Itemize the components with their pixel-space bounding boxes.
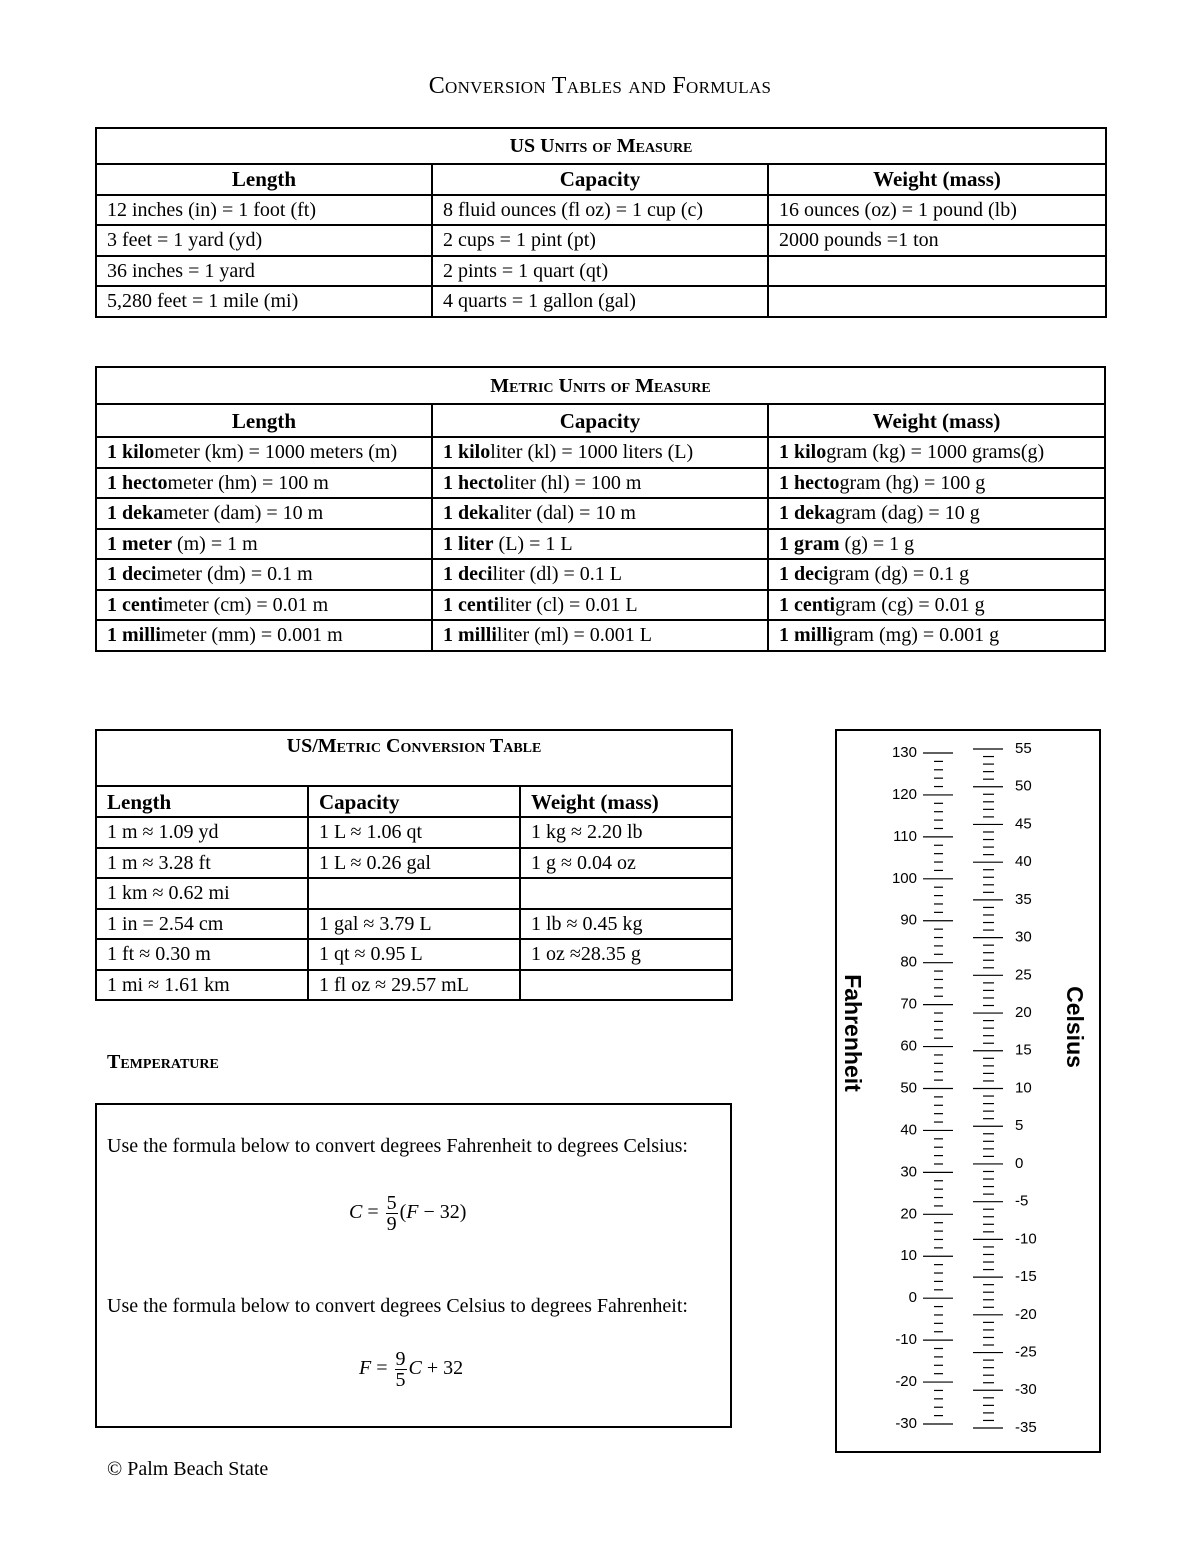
- conversion-header-length: Length: [96, 786, 308, 817]
- table-cell: [520, 878, 732, 909]
- celsius-tick-label: -35: [1015, 1418, 1037, 1436]
- cell-text-prefix: 1: [443, 563, 458, 586]
- metric-prefix: 1 liter: [443, 532, 494, 555]
- table-cell: [432, 437, 768, 468]
- us-header-capacity: Capacity: [432, 164, 768, 195]
- temperature-heading: Temperature: [107, 1051, 219, 1073]
- table-cell: 2 pints = 1 quart (qt): [432, 256, 768, 287]
- table-cell: 4 quarts = 1 gallon (gal): [432, 286, 768, 317]
- table-cell: 1 L ≈ 0.26 gal: [308, 848, 520, 879]
- celsius-tick-label: -15: [1015, 1268, 1037, 1286]
- metric-prefix: kilo: [458, 441, 491, 464]
- cell-text-prefix: 1: [107, 471, 122, 494]
- cell-text-rest: gram (dag) = 10 g: [835, 502, 980, 525]
- metric-prefix: centi: [122, 593, 164, 616]
- formula-operator: =: [371, 1357, 393, 1380]
- fraction-numerator: 9: [395, 1348, 406, 1370]
- formula-operator: − 32): [418, 1201, 467, 1224]
- cell-text-prefix: 1: [107, 563, 122, 586]
- table-cell: 3 feet = 1 yard (yd): [96, 225, 432, 256]
- table-cell: [96, 468, 432, 499]
- us-table-caption: US Units of Measure: [96, 128, 1106, 164]
- cell-text-rest: liter (dl) = 0.1 L: [492, 563, 623, 586]
- celsius-tick-label: 10: [1015, 1079, 1032, 1097]
- fahrenheit-tick-label: 130: [891, 743, 917, 761]
- table-cell: 36 inches = 1 yard: [96, 256, 432, 287]
- metric-header-length: Length: [96, 404, 432, 437]
- metric-units-table: [95, 366, 1106, 652]
- table-cell: [768, 437, 1105, 468]
- table-cell: 8 fluid ounces (fl oz) = 1 cup (c): [432, 195, 768, 226]
- table-cell: [432, 559, 768, 590]
- fraction-denominator: 9: [386, 1213, 397, 1235]
- formula-operator: + 32: [421, 1357, 464, 1380]
- f-to-c-formula: [349, 1193, 466, 1234]
- metric-prefix: centi: [458, 593, 500, 616]
- fahrenheit-tick-label: 90: [900, 911, 917, 929]
- celsius-tick-label: 0: [1015, 1154, 1024, 1172]
- metric-prefix: hecto: [122, 471, 168, 494]
- table-row: [96, 559, 1105, 590]
- table-row: [96, 878, 732, 909]
- celsius-tick-label: 40: [1015, 853, 1032, 871]
- cell-text-rest: gram (kg) = 1000 grams(g): [826, 441, 1045, 464]
- copyright-notice: © Palm Beach State: [107, 1458, 269, 1480]
- conversion-table-caption: US/Metric Conversion Table: [96, 730, 732, 786]
- table-cell: [768, 529, 1105, 560]
- table-row: [96, 195, 1106, 226]
- table-cell: [768, 620, 1105, 651]
- formula-operator: (: [399, 1201, 407, 1224]
- table-cell: [432, 468, 768, 499]
- metric-prefix: deka: [794, 502, 836, 525]
- fraction-denominator: 5: [395, 1369, 406, 1391]
- cell-text-rest: gram (hg) = 100 g: [839, 471, 986, 494]
- celsius-tick-label: 30: [1015, 928, 1032, 946]
- table-cell: 12 inches (in) = 1 foot (ft): [96, 195, 432, 226]
- metric-prefix: deka: [458, 502, 500, 525]
- cell-text-prefix: 1: [443, 502, 458, 525]
- table-cell: 5,280 feet = 1 mile (mi): [96, 286, 432, 317]
- table-cell: [96, 559, 432, 590]
- metric-prefix: hecto: [794, 471, 840, 494]
- c-to-f-instructions: Use the formula below to convert degrees Celsius to degrees Fahrenheit:: [107, 1295, 688, 1317]
- celsius-tick-label: 55: [1015, 739, 1032, 757]
- cell-text-rest: liter (hl) = 100 m: [503, 471, 642, 494]
- thermometer-scale: [835, 729, 1101, 1453]
- cell-text-rest: gram (dg) = 0.1 g: [828, 563, 970, 586]
- metric-prefix: deci: [122, 563, 157, 586]
- cell-text-prefix: 1: [779, 624, 794, 647]
- conversion-header-capacity: Capacity: [308, 786, 520, 817]
- fahrenheit-tick-label: 10: [900, 1247, 917, 1265]
- cell-text-prefix: 1: [107, 593, 122, 616]
- metric-prefix: milli: [458, 624, 497, 647]
- formula-variable: F: [406, 1201, 419, 1224]
- cell-text-rest: (g) = 1 g: [839, 532, 915, 555]
- fahrenheit-tick-label: 80: [900, 953, 917, 971]
- celsius-axis-label: Celsius: [1061, 986, 1088, 1068]
- table-row: [96, 620, 1105, 651]
- cell-text-rest: liter (dal) = 10 m: [499, 502, 636, 525]
- table-cell: [768, 256, 1106, 287]
- formula-variable: C: [349, 1201, 363, 1224]
- fraction-numerator: 5: [386, 1192, 397, 1214]
- table-cell: 1 kg ≈ 2.20 lb: [520, 817, 732, 848]
- table-cell: [768, 286, 1106, 317]
- table-cell: 1 km ≈ 0.62 mi: [96, 878, 308, 909]
- cell-text-rest: meter (dm) = 0.1 m: [156, 563, 313, 586]
- thermometer-graphic: [837, 731, 1099, 1451]
- cell-text-rest: gram (cg) = 0.01 g: [835, 593, 985, 616]
- fahrenheit-tick-label: 100: [891, 869, 917, 887]
- formula-variable: C: [408, 1357, 422, 1380]
- table-cell: 1 m ≈ 1.09 yd: [96, 817, 308, 848]
- cell-text-rest: liter (ml) = 0.001 L: [496, 624, 653, 647]
- table-cell: [432, 498, 768, 529]
- table-row: [96, 590, 1105, 621]
- formula-fraction: [386, 1193, 398, 1234]
- table-cell: 1 L ≈ 1.06 qt: [308, 817, 520, 848]
- celsius-tick-label: 50: [1015, 777, 1032, 795]
- table-row: [96, 909, 732, 940]
- table-cell: [768, 590, 1105, 621]
- temperature-formulas-box: [95, 1103, 732, 1428]
- table-cell: [96, 620, 432, 651]
- metric-prefix: kilo: [794, 441, 827, 464]
- table-cell: 1 lb ≈ 0.45 kg: [520, 909, 732, 940]
- table-cell: [96, 437, 432, 468]
- cell-text-rest: (m) = 1 m: [171, 532, 258, 555]
- table-cell: [520, 970, 732, 1001]
- table-cell: [432, 590, 768, 621]
- formula-fraction: [395, 1349, 407, 1390]
- cell-text-rest: meter (cm) = 0.01 m: [163, 593, 329, 616]
- fahrenheit-axis-label: Fahrenheit: [839, 974, 866, 1092]
- cell-text-rest: meter (km) = 1000 meters (m): [154, 441, 398, 464]
- cell-text-prefix: 1: [443, 441, 458, 464]
- table-row: [96, 437, 1105, 468]
- fahrenheit-tick-label: 50: [900, 1079, 917, 1097]
- metric-prefix: milli: [122, 624, 161, 647]
- page-title: Conversion Tables and Formulas: [428, 73, 772, 99]
- celsius-tick-label: -10: [1015, 1230, 1037, 1248]
- table-cell: 1 g ≈ 0.04 oz: [520, 848, 732, 879]
- cell-text-rest: (L) = 1 L: [493, 532, 573, 555]
- fahrenheit-tick-label: -20: [895, 1373, 917, 1391]
- metric-prefix: milli: [794, 624, 833, 647]
- metric-header-weight: Weight (mass): [768, 404, 1105, 437]
- cell-text-prefix: 1: [107, 502, 122, 525]
- celsius-tick-label: -30: [1015, 1381, 1037, 1399]
- cell-text-prefix: 1: [443, 471, 458, 494]
- fahrenheit-tick-label: -30: [895, 1414, 917, 1432]
- us-header-length: Length: [96, 164, 432, 195]
- table-cell: [768, 559, 1105, 590]
- metric-prefix: deci: [794, 563, 829, 586]
- table-row: [96, 225, 1106, 256]
- metric-header-capacity: Capacity: [432, 404, 768, 437]
- table-row: [96, 286, 1106, 317]
- fahrenheit-tick-label: 20: [900, 1205, 917, 1223]
- metric-prefix: deci: [458, 563, 493, 586]
- fahrenheit-tick-label: 0: [908, 1289, 917, 1307]
- metric-prefix: hecto: [458, 471, 504, 494]
- table-cell: [96, 498, 432, 529]
- cell-text-prefix: 1: [779, 563, 794, 586]
- table-row: [96, 939, 732, 970]
- celsius-tick-label: 20: [1015, 1004, 1032, 1022]
- cell-text-prefix: 1: [779, 441, 794, 464]
- fahrenheit-tick-label: 30: [900, 1163, 917, 1181]
- celsius-tick-label: 15: [1015, 1041, 1032, 1059]
- us-metric-conversion-table: [95, 729, 733, 1001]
- celsius-tick-label: -20: [1015, 1305, 1037, 1323]
- cell-text-rest: gram (mg) = 0.001 g: [832, 624, 1000, 647]
- celsius-tick-label: 25: [1015, 966, 1032, 984]
- conversion-header-weight: Weight (mass): [520, 786, 732, 817]
- table-cell: 1 mi ≈ 1.61 km: [96, 970, 308, 1001]
- cell-text-rest: meter (hm) = 100 m: [167, 471, 329, 494]
- table-cell: 1 ft ≈ 0.30 m: [96, 939, 308, 970]
- cell-text-rest: liter (kl) = 1000 liters (L): [490, 441, 694, 464]
- table-cell: [96, 590, 432, 621]
- formula-operator: =: [362, 1201, 384, 1224]
- table-cell: 2 cups = 1 pint (pt): [432, 225, 768, 256]
- table-cell: 1 qt ≈ 0.95 L: [308, 939, 520, 970]
- metric-prefix: centi: [794, 593, 836, 616]
- table-cell: 16 ounces (oz) = 1 pound (lb): [768, 195, 1106, 226]
- table-row: [96, 848, 732, 879]
- celsius-tick-label: -5: [1015, 1192, 1029, 1210]
- table-cell: 1 fl oz ≈ 29.57 mL: [308, 970, 520, 1001]
- table-row: [96, 529, 1105, 560]
- celsius-tick-label: -25: [1015, 1343, 1037, 1361]
- fahrenheit-tick-label: 40: [900, 1121, 917, 1139]
- table-cell: [432, 529, 768, 560]
- metric-prefix: 1 meter: [107, 532, 172, 555]
- table-cell: [768, 468, 1105, 499]
- cell-text-prefix: 1: [443, 593, 458, 616]
- c-to-f-formula: [359, 1349, 463, 1390]
- fahrenheit-tick-label: -10: [895, 1331, 917, 1349]
- us-header-weight: Weight (mass): [768, 164, 1106, 195]
- cell-text-rest: liter (cl) = 0.01 L: [499, 593, 638, 616]
- fahrenheit-tick-label: 70: [900, 995, 917, 1013]
- formula-variable: F: [359, 1357, 372, 1380]
- cell-text-rest: meter (mm) = 0.001 m: [160, 624, 343, 647]
- cell-text-prefix: 1: [107, 624, 122, 647]
- table-cell: [96, 529, 432, 560]
- table-cell: [308, 878, 520, 909]
- metric-prefix: deka: [122, 502, 164, 525]
- fahrenheit-tick-label: 120: [891, 785, 917, 803]
- cell-text-prefix: 1: [779, 502, 794, 525]
- table-cell: 1 m ≈ 3.28 ft: [96, 848, 308, 879]
- celsius-tick-label: 5: [1015, 1117, 1024, 1135]
- table-row: [96, 256, 1106, 287]
- table-cell: 2000 pounds =1 ton: [768, 225, 1106, 256]
- celsius-tick-label: 45: [1015, 815, 1032, 833]
- fahrenheit-tick-label: 60: [900, 1037, 917, 1055]
- table-row: [96, 970, 732, 1001]
- table-cell: [432, 620, 768, 651]
- table-row: [96, 817, 732, 848]
- cell-text-prefix: 1: [443, 624, 458, 647]
- cell-text-prefix: 1: [779, 593, 794, 616]
- cell-text-prefix: 1: [779, 471, 794, 494]
- table-row: [96, 498, 1105, 529]
- f-to-c-instructions: Use the formula below to convert degrees Fahrenheit to degrees Celsius:: [107, 1135, 688, 1157]
- table-row: [96, 468, 1105, 499]
- table-cell: [768, 498, 1105, 529]
- celsius-tick-label: 35: [1015, 890, 1032, 908]
- table-cell: 1 gal ≈ 3.79 L: [308, 909, 520, 940]
- metric-prefix: 1 gram: [779, 532, 840, 555]
- cell-text-rest: meter (dam) = 10 m: [163, 502, 324, 525]
- metric-prefix: kilo: [122, 441, 155, 464]
- metric-table-caption: Metric Units of Measure: [96, 367, 1105, 404]
- fahrenheit-tick-label: 110: [893, 827, 917, 845]
- table-cell: 1 in = 2.54 cm: [96, 909, 308, 940]
- us-units-table: [95, 127, 1107, 318]
- table-cell: 1 oz ≈28.35 g: [520, 939, 732, 970]
- cell-text-prefix: 1: [107, 441, 122, 464]
